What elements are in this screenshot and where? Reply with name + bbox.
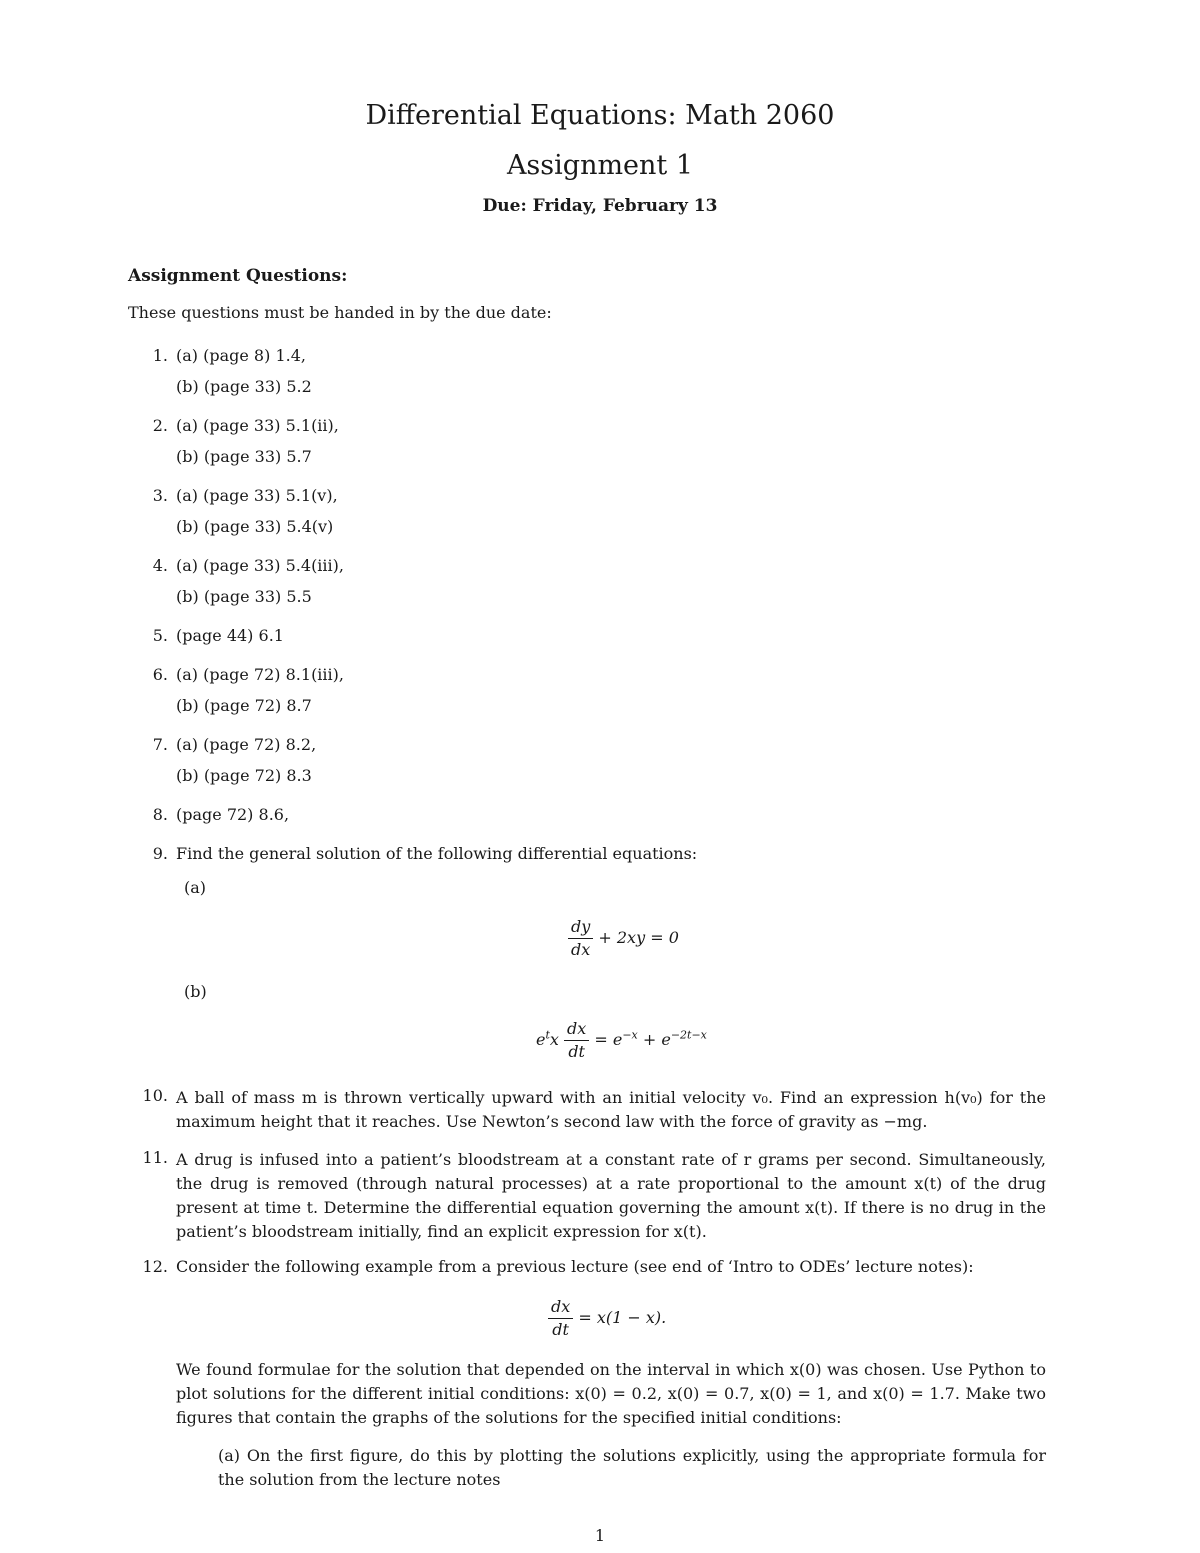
- question-part-b: (b) (page 33) 5.7: [176, 447, 312, 466]
- question-part-b: (b) (page 33) 5.5: [176, 587, 312, 606]
- question-text: Consider the following example from a previous lecture (see end of ‘Intro to ODEs’ lecture notes):: [176, 1257, 974, 1276]
- question-text: A drug is infused into a patient’s bloodstream at a constant rate of r grams per second. Simultaneously, the drug is removed (through natural processes) at a rate proportional to the amount x(t) of the drug present at time t. Determine the differential equation governing the amount x(t). If there is no drug in the patient’s bloodstream initially, find an explicit expression for x(t).: [176, 1150, 1046, 1241]
- question-part-a: (a) (page 72) 8.1(iii),: [176, 665, 344, 684]
- question-part-b: (b) (page 33) 5.4(v): [176, 517, 334, 536]
- equation-exponent-1: −x: [622, 1028, 638, 1042]
- question-text: (page 72) 8.6,: [176, 805, 290, 824]
- due-date: Due: Friday, February 13: [482, 196, 718, 216]
- question-text: A ball of mass m is thrown vertically upward with an initial velocity v₀. Find an expression h(v₀) for the maximum height that it reaches. Use Newton’s second law with the force of gravity as −mg.: [176, 1088, 1046, 1131]
- question-part-a: (a) (page 72) 8.2,: [176, 735, 317, 754]
- question-part-b: (b) (page 72) 8.3: [176, 766, 312, 785]
- question-part-b: (b) (page 33) 5.2: [176, 377, 312, 396]
- equation-rhs: = e: [594, 1030, 623, 1049]
- question-part-b-label: (b): [184, 982, 207, 1001]
- page-number: 1: [594, 1526, 606, 1545]
- fraction-denominator: dx: [571, 940, 591, 959]
- equation-prefix-var: x: [549, 1030, 559, 1049]
- question-paragraph: We found formulae for the solution that depended on the interval in which x(0) was chosen. Use Python to plot solutions for the different initial conditions: x(0) = 0.2, x(0) = 0.7, x(0) = 1, and x(0) = 1.7. Make two figures that contain the graphs of the solutions for the specified initial conditions:: [176, 1360, 1046, 1427]
- question-part-b: (b) (page 72) 8.7: [176, 696, 312, 715]
- question-part-a-label: (a): [184, 878, 207, 897]
- question-part-a: (a) (page 33) 5.4(iii),: [176, 556, 344, 575]
- question-part-a: (a) (page 33) 5.1(ii),: [176, 416, 339, 435]
- question-number: 1.: [152, 346, 168, 365]
- fraction-denominator: dt: [568, 1042, 585, 1061]
- equation-9b: [536, 1018, 707, 1063]
- question-number: 10.: [142, 1086, 168, 1105]
- fraction: [548, 1296, 573, 1341]
- equation-prefix-exponent: t: [545, 1028, 550, 1042]
- section-intro: These questions must be handed in by the due date:: [128, 303, 552, 322]
- section-heading: Assignment Questions:: [128, 266, 348, 286]
- fraction-numerator: dy: [568, 916, 593, 939]
- equation-rest: = x(1 − x).: [578, 1308, 667, 1327]
- equation-12: [548, 1296, 666, 1341]
- fraction: [564, 1018, 589, 1063]
- document-title: Differential Equations: Math 2060: [365, 100, 835, 131]
- question-number: 12.: [142, 1257, 168, 1276]
- question-number: 3.: [152, 486, 168, 505]
- question-number: 2.: [152, 416, 168, 435]
- fraction-numerator: dx: [548, 1296, 573, 1319]
- question-number: 9.: [152, 844, 168, 863]
- question-number: 4.: [152, 556, 168, 575]
- question-number: 11.: [142, 1148, 168, 1167]
- fraction-denominator: dt: [552, 1320, 569, 1339]
- question-number: 8.: [152, 805, 168, 824]
- equation-rest: + 2xy = 0: [598, 928, 679, 947]
- equation-exponent-2: −2t−x: [670, 1028, 707, 1042]
- question-text: Find the general solution of the following differential equations:: [176, 844, 698, 863]
- question-number: 6.: [152, 665, 168, 684]
- fraction: [568, 916, 593, 961]
- question-part-a: (a) On the first figure, do this by plotting the solutions explicitly, using the appropriate formula for the solution from the lecture notes: [218, 1446, 1046, 1489]
- question-number: 7.: [152, 735, 168, 754]
- question-part-a: (a) (page 8) 1.4,: [176, 346, 306, 365]
- question-number: 5.: [152, 626, 168, 645]
- question-part-a: (a) (page 33) 5.1(v),: [176, 486, 338, 505]
- equation-9a: [568, 916, 679, 961]
- equation-prefix: e: [536, 1030, 546, 1049]
- assignment-title: Assignment 1: [506, 150, 694, 181]
- equation-plus: + e: [637, 1030, 671, 1049]
- question-text: (page 44) 6.1: [176, 626, 284, 645]
- fraction-numerator: dx: [564, 1018, 589, 1041]
